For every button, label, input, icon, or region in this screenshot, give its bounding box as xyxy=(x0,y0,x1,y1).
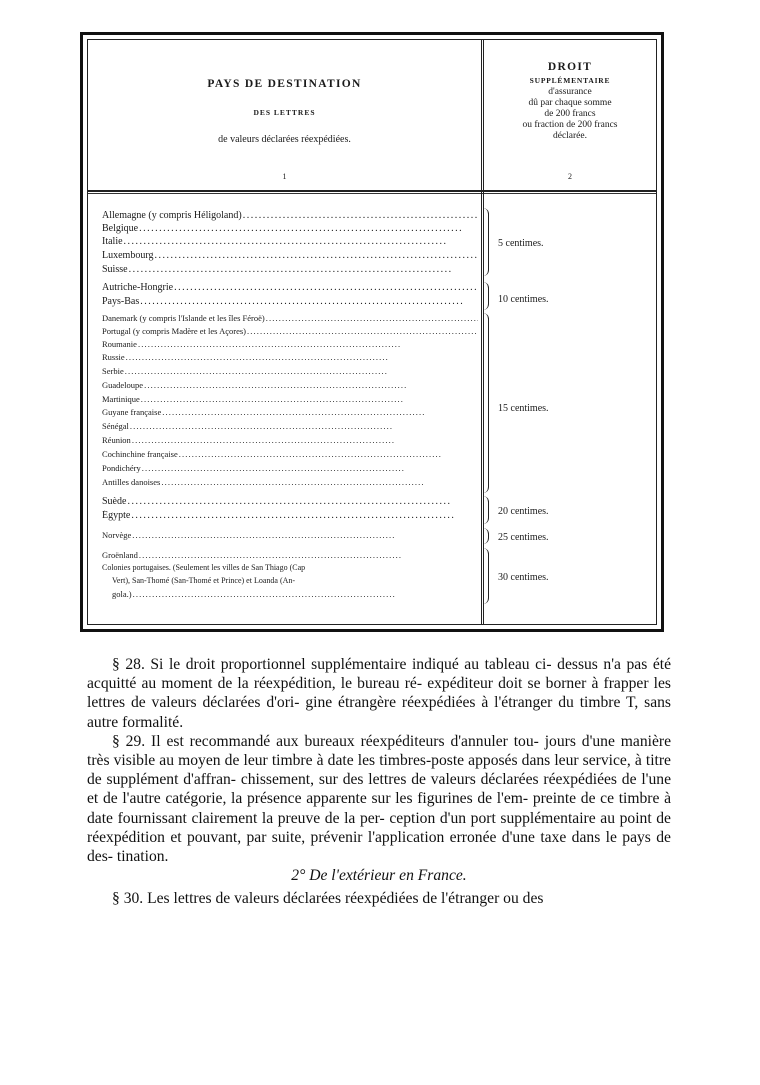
leader-dots xyxy=(139,223,478,234)
country-name: Réunion xyxy=(102,435,131,445)
table-row xyxy=(102,223,478,236)
table-row xyxy=(102,236,478,249)
table-row xyxy=(102,250,478,263)
text-line: § 28. Si le droit proportionnel supplémentaire indiqué au tableau ci- xyxy=(112,656,552,673)
leader-dots xyxy=(247,326,478,336)
country-name: Pays-Bas xyxy=(102,296,140,307)
country-name: Luxembourg xyxy=(102,250,154,261)
country-name: Norvège xyxy=(102,530,132,540)
leader-dots xyxy=(243,210,478,221)
leader-dots xyxy=(139,550,478,560)
table-row xyxy=(102,510,478,523)
leader-dots xyxy=(141,394,478,404)
leader-dots xyxy=(144,380,478,390)
leader-dots xyxy=(179,449,478,459)
rate-25: 25 centimes. xyxy=(498,532,549,543)
group-brace xyxy=(480,528,489,544)
table-inner-frame xyxy=(87,39,657,625)
table-row xyxy=(102,589,478,601)
country-name: Guyane française xyxy=(102,407,162,417)
table-row xyxy=(102,550,478,562)
rates-table xyxy=(80,32,664,632)
column-number-2: 2 xyxy=(568,172,572,181)
text-line: tination. xyxy=(116,848,169,866)
leader-dots xyxy=(132,530,478,540)
country-name: Portugal (y compris Madère et les Açores) xyxy=(102,326,246,336)
leader-dots xyxy=(140,296,478,307)
leader-dots xyxy=(124,236,478,247)
leader-dots xyxy=(127,496,478,507)
country-name: Colonies portugaises. (Seulement les villes de San Thiago (Cap xyxy=(102,563,306,572)
table-row xyxy=(102,530,478,542)
paragraph-30: § 30. Les lettres de valeurs déclarées réexpédiées de l'étranger ou des xyxy=(112,890,544,908)
column-number-1: 1 xyxy=(282,172,287,181)
country-name: Sénégal xyxy=(102,421,129,431)
table-row xyxy=(102,407,478,419)
header-droit-line: d'assurance xyxy=(548,87,592,97)
text-line: § 29. Il est recommandé aux bureaux réexpéditeurs d'annuler tou- xyxy=(112,732,539,750)
header-droit xyxy=(484,40,656,190)
group-brace xyxy=(480,282,489,310)
header-droit-line: dû par chaque somme xyxy=(528,98,612,108)
table-row xyxy=(102,326,478,338)
header-destination-title: PAYS DE DESTINATION xyxy=(207,78,362,90)
country-name: Groënland xyxy=(102,550,138,560)
text-line: jours d'une manière très visible au moyen de leur timbre à date les xyxy=(87,732,671,770)
country-name: Roumanie xyxy=(102,339,137,349)
header-rule-thin xyxy=(88,193,656,194)
group-brace xyxy=(480,313,489,493)
leader-dots xyxy=(130,421,478,431)
table-row xyxy=(102,313,478,325)
table-row xyxy=(102,210,478,223)
header-rule xyxy=(88,190,656,192)
country-name: Suisse xyxy=(102,264,128,275)
body-text xyxy=(87,655,671,909)
table-row xyxy=(102,477,478,489)
country-name: Guadeloupe xyxy=(102,380,144,390)
leader-dots xyxy=(132,435,478,445)
table-row xyxy=(102,435,478,447)
table-row xyxy=(102,380,478,392)
country-name: Antilles danoises xyxy=(102,477,161,487)
table-row xyxy=(102,282,478,295)
country-name: Allemagne (y compris Héligoland) xyxy=(102,210,242,221)
text-line: dessus n'a pas été acquitté au moment de la réexpédition, le bureau ré- xyxy=(87,656,672,693)
country-name: Suède xyxy=(102,496,127,507)
table-row xyxy=(102,264,478,277)
leader-dots xyxy=(174,282,478,293)
text-line: expéditeur doit se borner à frapper les lettres de valeurs déclarées d'ori- xyxy=(87,675,671,712)
rate-20: 20 centimes. xyxy=(498,506,549,517)
text-line: chissement, sur des lettres de valeurs déclarées réexpédiées de l'une et xyxy=(87,771,671,808)
country-name: Pondichéry xyxy=(102,463,141,473)
header-destination xyxy=(88,40,481,190)
leader-dots xyxy=(154,250,478,261)
country-name: Danemark (y compris l'Islande et les îles Féroë) xyxy=(102,313,265,323)
leader-dots xyxy=(142,463,478,473)
leader-dots xyxy=(133,589,478,599)
paragraph-28 xyxy=(87,655,671,732)
country-name: Cochinchine française xyxy=(102,449,178,459)
header-destination-subtitle: DES LETTRES xyxy=(253,108,316,117)
table-row xyxy=(102,394,478,406)
table-row xyxy=(102,449,478,461)
table-row xyxy=(102,463,478,475)
table-row xyxy=(102,296,478,309)
country-name: Russie xyxy=(102,352,125,362)
country-name: Égypte xyxy=(102,510,131,521)
section-subheading: 2° De l'extérieur en France. xyxy=(291,867,467,885)
table-row xyxy=(102,352,478,364)
paragraph-29 xyxy=(87,732,671,866)
group-brace xyxy=(480,548,489,604)
text-line: ception d'un port supplémentaire au point de réexpédition et pouvant, xyxy=(87,809,671,846)
group-brace xyxy=(480,496,489,524)
header-droit-line: déclarée. xyxy=(552,131,587,141)
text-line: formalité. xyxy=(122,713,184,731)
text-line: par suite, prévenir l'application erronée d'une taxe dans le pays de des- xyxy=(87,828,671,866)
rate-15: 15 centimes. xyxy=(498,403,549,414)
leader-dots xyxy=(129,264,478,275)
table-row xyxy=(102,339,478,351)
leader-dots xyxy=(125,366,478,376)
leader-dots xyxy=(161,477,478,487)
table-row xyxy=(102,421,478,433)
country-name: gola.) xyxy=(112,589,132,599)
text-line: de l'autre catégorie, la présence apparente sur les figurines de l'em- xyxy=(102,790,529,808)
group-brace xyxy=(480,208,489,276)
country-name: Martinique xyxy=(102,394,140,404)
header-droit-title: DROIT xyxy=(547,61,593,73)
table-row xyxy=(102,496,478,509)
header-droit-line: de 200 francs xyxy=(544,109,596,119)
country-name: Belgique xyxy=(102,223,139,234)
header-droit-line: SUPPLÉMENTAIRE xyxy=(529,76,611,85)
header-droit-line: ou fraction de 200 francs xyxy=(522,120,618,130)
table-row xyxy=(102,576,478,588)
leader-dots xyxy=(138,339,478,349)
country-name: Autriche-Hongrie xyxy=(102,282,174,293)
header-destination-subtitle2: de valeurs déclarées réexpédiées. xyxy=(218,134,351,145)
leader-dots xyxy=(126,352,478,362)
table-row xyxy=(102,366,478,378)
table-row xyxy=(102,563,478,575)
country-name: Vert), San-Thomé (San-Thomé et Prince) et Loanda (An- xyxy=(112,576,296,585)
text-line: preinte de ce timbre à date fournissant clairement la preuve de la per- xyxy=(87,790,672,827)
leader-dots xyxy=(162,407,478,417)
leader-dots xyxy=(266,313,478,323)
rate-10: 10 centimes. xyxy=(498,294,549,305)
country-name: Italie xyxy=(102,236,123,247)
rate-30: 30 centimes. xyxy=(498,572,549,583)
leader-dots xyxy=(131,510,478,521)
rate-5: 5 centimes. xyxy=(498,238,544,249)
text-line: timbres-poste apposés dans leur service, à titre de supplément d'affran- xyxy=(87,752,671,789)
text-line: gine étrangère réexpédiées à l'étranger du timbre T, sans autre xyxy=(87,694,671,731)
country-name: Serbie xyxy=(102,366,124,376)
